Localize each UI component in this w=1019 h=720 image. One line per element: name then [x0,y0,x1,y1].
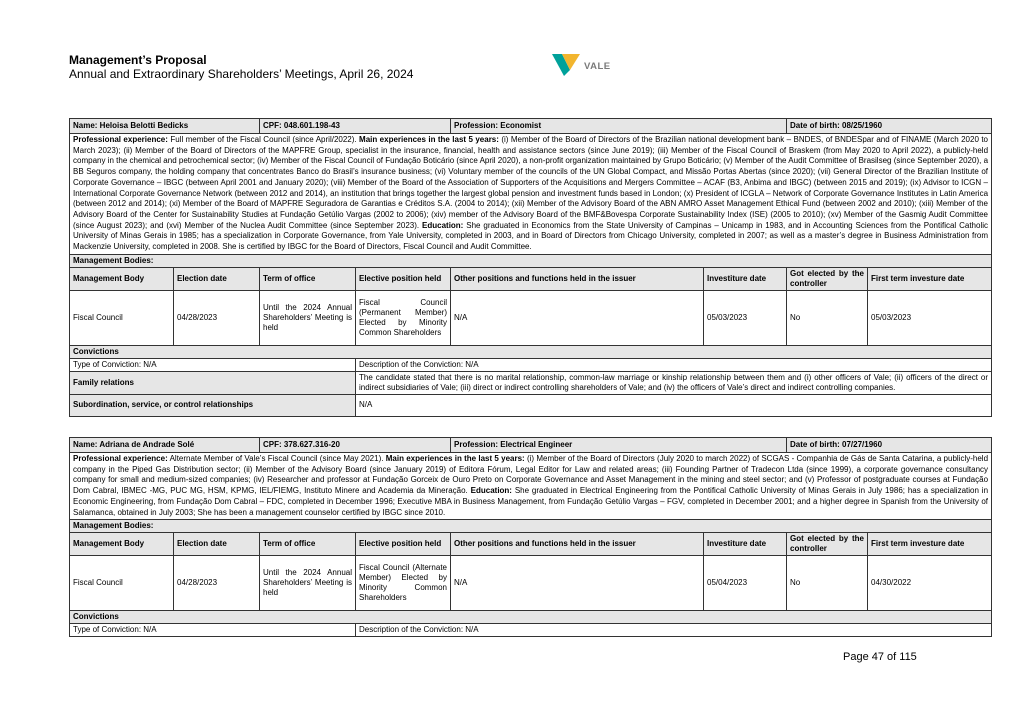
cell-body: Fiscal Council [70,290,174,345]
management-bodies-heading: Management Bodies: [70,520,992,533]
candidate-table-2 [69,437,992,637]
col-first-term: First term investure date [868,267,992,290]
education-label: Education: [422,220,464,230]
page-number: Page 47 of 115 [843,651,917,663]
candidate-cpf: CPF: 378.627.316-20 [260,438,451,453]
cell-first-term: 05/03/2023 [868,290,992,345]
col-term-of-office: Term of office [260,533,356,556]
convictions-heading: Convictions [70,611,992,624]
col-management-body: Management Body [70,267,174,290]
col-election-date: Election date [174,267,260,290]
col-elected-by-controller: Got elected by the controller [787,267,868,290]
subordination-label: Subordination, service, or control relationships [70,394,356,416]
prof-exp-label: Professional experience: [73,454,168,463]
management-bodies-heading: Management Bodies: [70,254,992,267]
logo-text: VALE [584,61,611,72]
prof-exp-intro: Alternate Member of Vale’s Fiscal Council (since May 2021). [169,454,384,463]
cell-investiture: 05/03/2023 [704,290,787,345]
family-relations-label: Family relations [70,371,356,394]
candidate-dob: Date of birth: 08/25/1960 [787,119,992,134]
col-management-body: Management Body [70,533,174,556]
main-exp-text: (i) Member of the Board of Directors (July 2020 to march 2022) of SCGAS - Companhia de Gás de Santa Catarina, a publicly-held company in the Piped Gas Distribution sector; (ii) Member of the Advisory Board (since January 2019) of Editora Fórum, Legal Editor for Law and related areas; (iii) Founding Partner of Tradecon Ltda (since 1999), a corporate governance consultancy company for small and medium-sized companies; (iv) Researcher and professor at Fundação Gorceix de Ouro Preto on Corporate Governance and Asset Management in the mining and steel sector; and (v) Professor of postgraduate courses at Fundação Dom Cabral, IBMEC -MG, PUC MG, HSM, KPMG, IEL/FIEMG, Instituto Minere and Academia da Mineração. [73,454,989,496]
prof-exp-label: Professional experience: [73,135,168,144]
col-other-positions: Other positions and functions held in the issuer [451,533,704,556]
cell-controller: No [787,290,868,345]
col-investiture-date: Investiture date [704,533,787,556]
document-title: Management’s Proposal [69,53,207,67]
candidate-name: Name: Heloisa Belotti Bedicks [70,119,260,134]
candidate-name: Name: Adriana de Andrade Solé [70,438,260,453]
col-other-positions: Other positions and functions held in the issuer [451,267,704,290]
candidate-dob: Date of birth: 07/27/1960 [787,438,992,453]
subordination-value: N/A [356,394,992,416]
cell-controller: No [787,556,868,611]
cell-term: Until the 2024 Annual Shareholders’ Meeting is held [260,290,356,345]
cell-election: 04/28/2023 [174,556,260,611]
education-text: She graduated in Economics from the State University of Campinas – Unicamp in 1983, and in Accounting Sciences from the Pontifical Catholic University of Minas Gerais in 1985; has a specialization in Corporate Governance, from Yale University, completed in 2003, and in Board of Directors from Chicago University, completed in 2007; as well as a master’s degree in Business Administration from Mackenzie University, completed in 2008. She is certified by IBGC for the Board of Directors, Fiscal Council and Audit Committee. [73,220,989,252]
candidate-table-1 [69,118,992,417]
col-term-of-office: Term of office [260,267,356,290]
professional-experience [70,134,992,255]
col-elective-position: Elective position held [356,267,451,290]
main-exp-label: Main experiences in the last 5 years: [385,454,525,463]
cell-election: 04/28/2023 [174,290,260,345]
education-text: She graduated in Electrical Engineering from the Pontifical Catholic University of Minas Gerais in July 1986; has a specialization in Economic Engineering, from Fundação Dom Cabral – FDC, completed in December 1996; Executive MBA in Business Management, from Fundação Getúlio Vargas – FGV, completed in December 2001; and a higher degree in Spanish from the University of Salamanca, obtained in July 2003; She has been a management counselor certified by IBGC since 2010. [73,486,989,517]
col-investiture-date: Investiture date [704,267,787,290]
prof-exp-intro: Full member of the Fiscal Council (since April/2022). [170,135,357,144]
col-elected-by-controller: Got elected by the controller [787,533,868,556]
professional-experience [70,453,992,520]
conviction-type: Type of Conviction: N/A [70,358,356,371]
convictions-heading: Convictions [70,345,992,358]
cell-other: N/A [451,290,704,345]
main-exp-text: (i) Member of the Board of Directors of the Brazilian national development bank – BNDES, of BNDESpar and of FINAME (March 2020 to March 2023); (ii) Member of the Board of Directors of the MAPFRE Group, specialist in the insurance, financial, health and assistance sectors (since June 2019); (iii) Member of the Fiscal Council of Braskem (from May 2020 to April 2022), a publicly-held company in the chemical and petrochemical sector; (iv) Member of the Fiscal Council of Fundação Boticário (since April 2020), a non-profit organization maintained by Grupo Boticário; (v) Member of the Audit Committee of Brasilseg (since September 2020), a BB Seguros company, the holding company that concentrates Banco do Brasil’s insurance business; (vi) Voluntary member of the councils of the UN Global Compact, and Missão Portas Abertas (since 2020); (vii) General Director of the Brazilian Institute of Corporate Governance – IBGC (between April 2001 and January 2020); (viii) Member of the Board of the Association of Supporters of the Acquisitions and Mergers Committee – ACAF (B3, Anbima and IBGC) (between 2015 and 2019); (ix) Advisor to ICGN – International Corporate Governance Network (between 2012 and 2014), an institution that brings together the largest global pension and investment funds based in London; (x) President of ICGLA – Network of Corporate Governance Institutes in Latin America (between 2012 and 2014); (xi) Member of the Board of MAPFRE Seguradora de Garantias e Créditos S.A. (2004 to 2014); (xii) Member of the Advisory Board of the ABN AMRO Asset Management Ethical Fund (between 2002 and 2010); (xiii) Member of the Advisory Board of the Center for Sustainability Studies at Fundação Getúlio Vargas (2002 to 2006); (xiv) member of the Advisory Board of the BMF&Bovespa Corporate Sustainability Index (ISE) (2005 to 2010); (xv) Member of the Gasmig Audit Committee (since August 2023); and (xvi) Member of the Nuclea Audit Committee (since September 2023). [73,135,989,230]
main-exp-label: Main experiences in the last 5 years: [359,135,499,144]
col-elective-position: Elective position held [356,533,451,556]
cell-other: N/A [451,556,704,611]
conviction-type: Type of Conviction: N/A [70,624,356,637]
family-relations-text: The candidate stated that there is no marital relationship, common-law marriage or kinship relationship between them and (i) other officers of Vale; (ii) officers of the direct or indirect subsidiaries of Vale; (iii) direct or indirect controlling shareholders of Vale; and (iv) the officers of Vale’s direct and indirect controlling companies. [356,371,992,394]
cell-term: Until the 2024 Annual Shareholders’ Meeting is held [260,556,356,611]
col-election-date: Election date [174,533,260,556]
candidate-profession: Profession: Economist [451,119,787,134]
conviction-description: Description of the Conviction: N/A [356,358,992,371]
candidate-cpf: CPF: 048.601.198-43 [260,119,451,134]
cell-first-term: 04/30/2022 [868,556,992,611]
cell-investiture: 05/04/2023 [704,556,787,611]
col-first-term: First term investure date [868,533,992,556]
document-subtitle: Annual and Extraordinary Shareholders’ Meetings, April 26, 2024 [69,67,414,81]
candidate-profession: Profession: Electrical Engineer [451,438,787,453]
education-label: Education: [470,486,512,496]
cell-body: Fiscal Council [70,556,174,611]
cell-position: Fiscal Council (Permanent Member) Elected by Minority Common Shareholders [356,290,451,345]
cell-position: Fiscal Council (Alternate Member) Elected by Minority Common Shareholders [356,556,451,611]
conviction-description: Description of the Conviction: N/A [356,624,992,637]
